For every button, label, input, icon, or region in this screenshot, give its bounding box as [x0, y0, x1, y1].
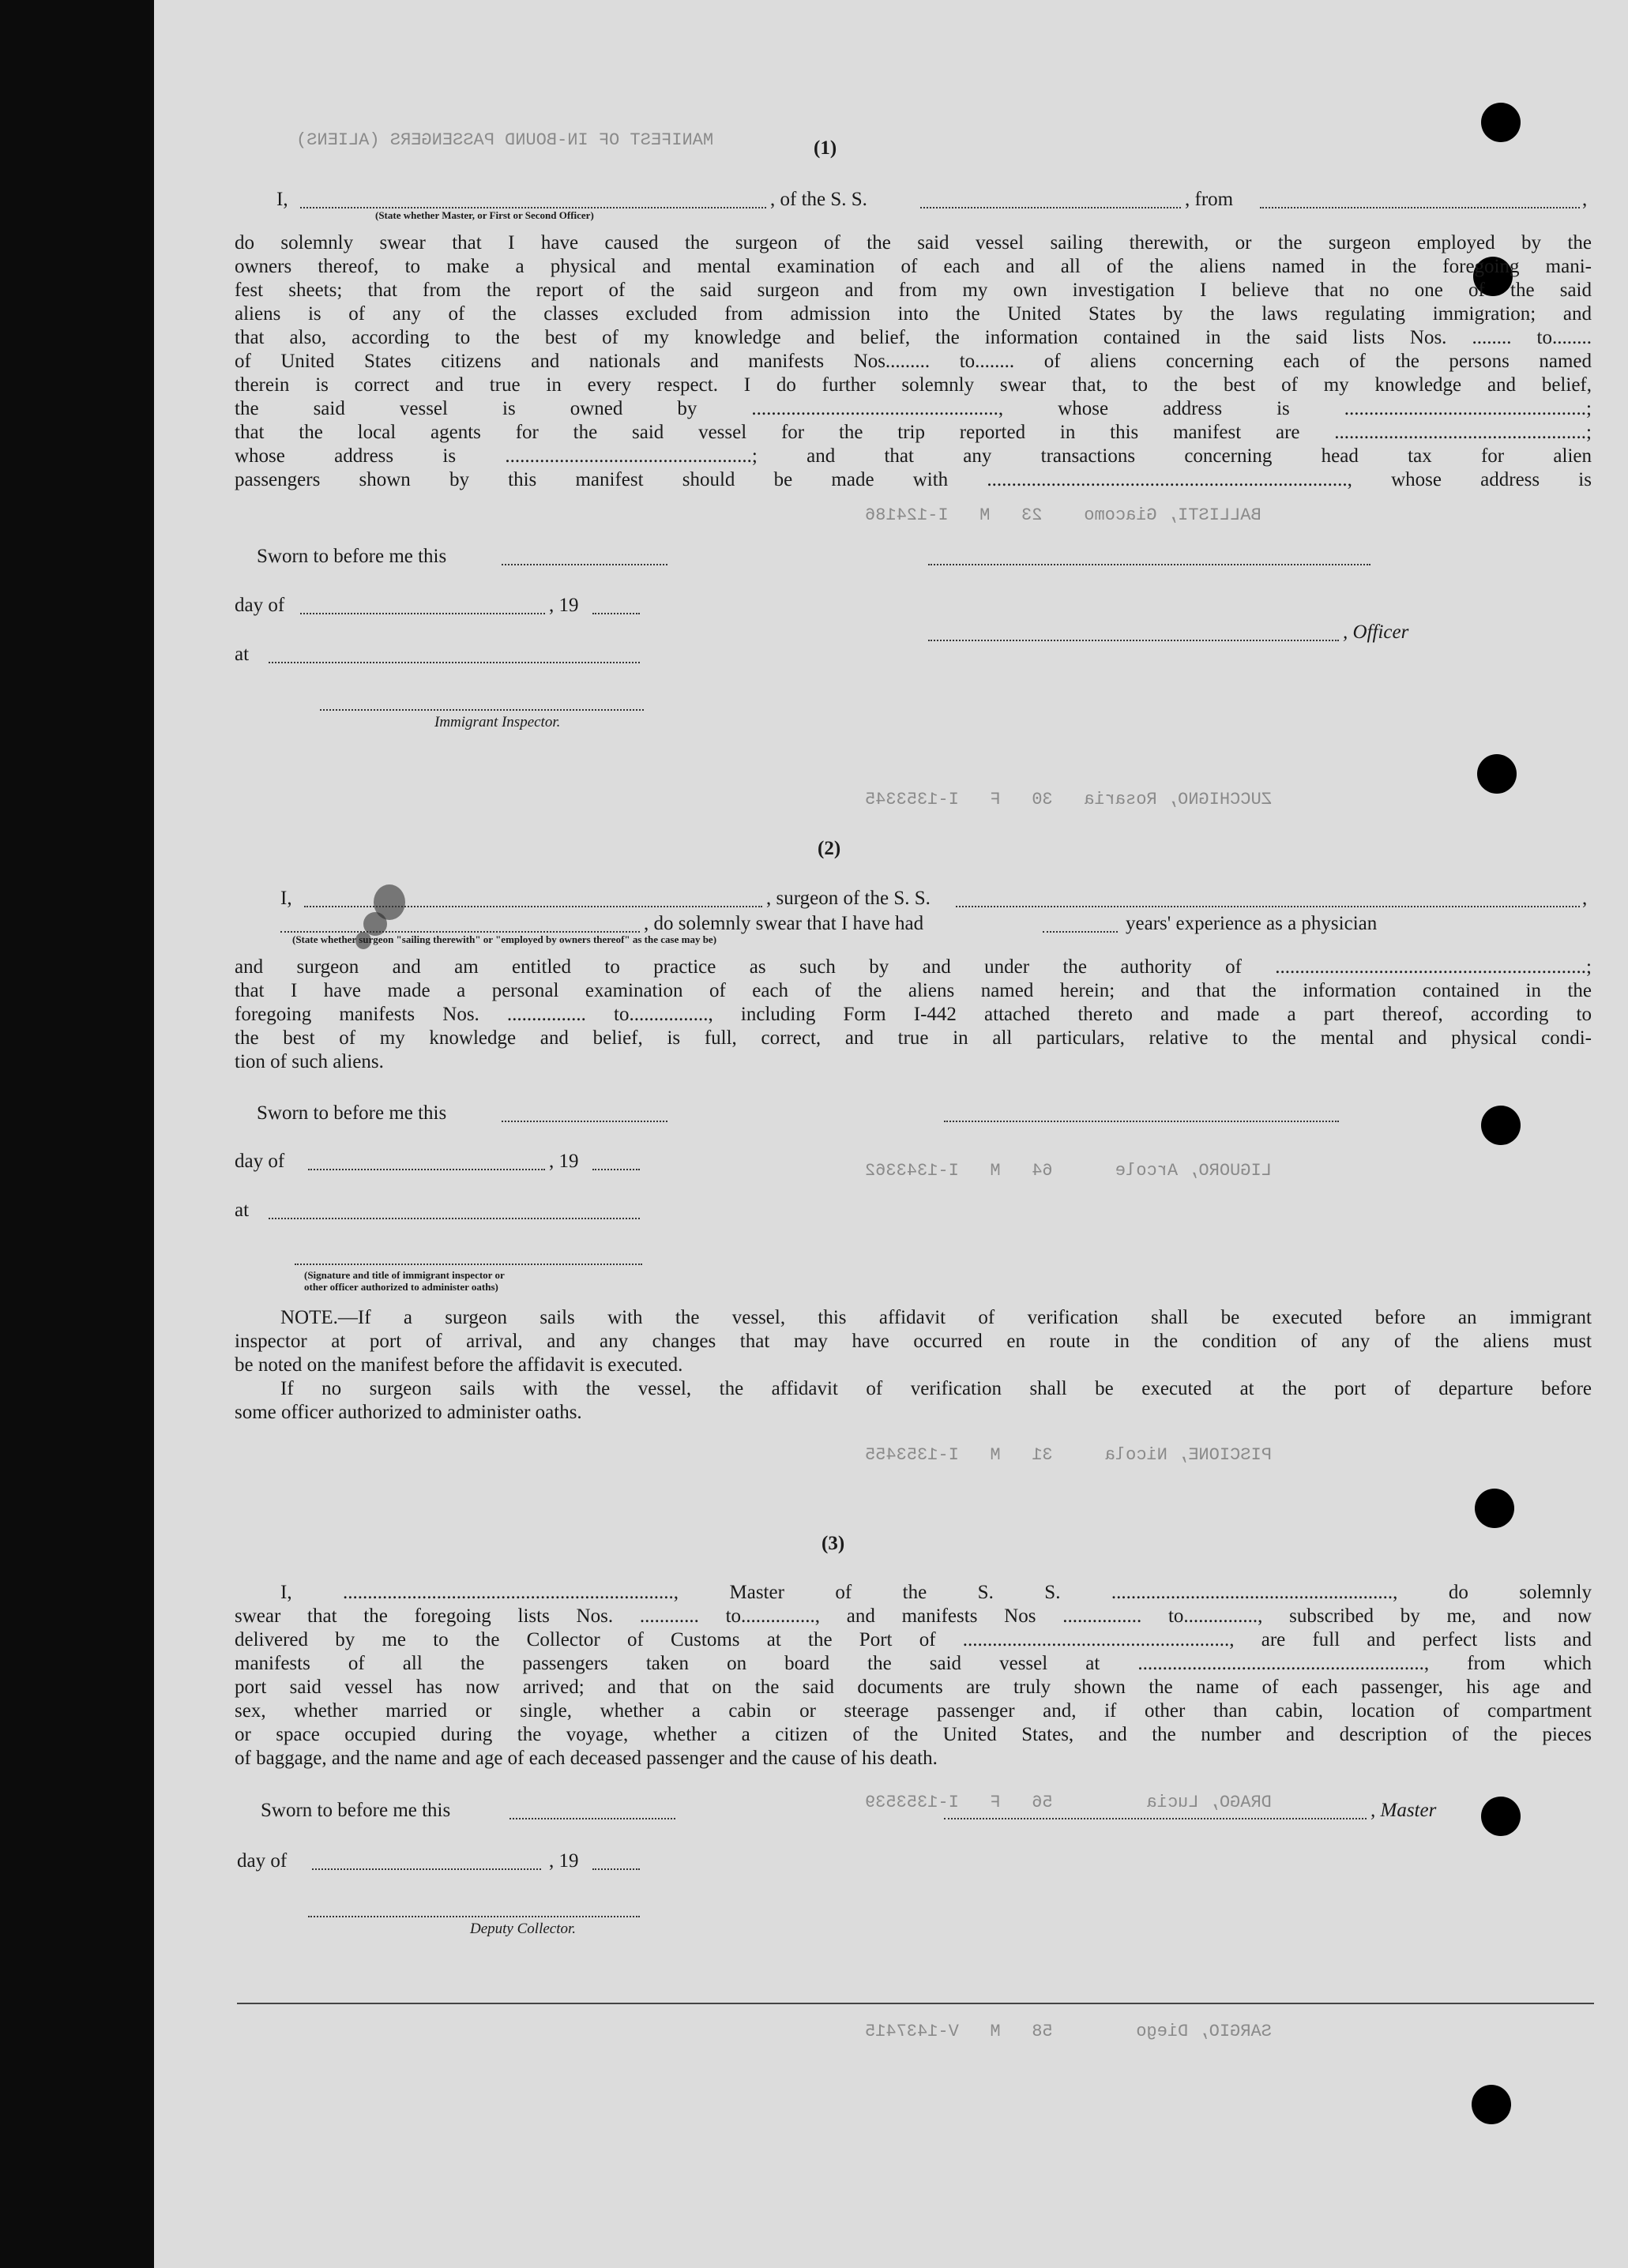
- s1-officer-sign-blank: [928, 640, 1339, 641]
- s2-name-blank: [304, 906, 762, 907]
- note-line: some officer authorized to administer oaths.: [235, 1402, 582, 1423]
- s1-line1-comma: ,: [1582, 189, 1588, 210]
- s3-collector-label: Deputy Collector.: [470, 1921, 577, 1937]
- punch-hole: [1477, 754, 1517, 794]
- s1-right-blank-1: [928, 564, 1370, 565]
- s1-sworn-label: Sworn to before me this: [257, 546, 447, 567]
- punch-hole: [1481, 1797, 1521, 1836]
- s1-body-line: aliens is of any of the classes excluded from admission into the United States by the laws regulating immigration; and: [235, 303, 1592, 325]
- s1-body-line: the said vessel is owned by .................................................., whose address is .................................................;: [235, 398, 1592, 419]
- s3-body-line: manifests of all the passengers taken on board the said vessel at .........................................................., from which: [235, 1653, 1592, 1674]
- s3-sworn-blank: [509, 1818, 675, 1819]
- s2-at-blank: [269, 1218, 640, 1219]
- bleed-through-text: ZUCCHIGNO, Rosaria 30 F I-1353345: [865, 790, 1272, 809]
- s3-sworn-label: Sworn to before me this: [261, 1800, 451, 1821]
- s2-years-blank: [1043, 931, 1118, 933]
- s1-line1-from: , from: [1185, 189, 1234, 210]
- s3-year-label: , 19: [549, 1850, 579, 1872]
- s3-body-line: port said vessel has now arrived; and that on the said documents are truly shown the name of each passenger, his age and: [235, 1677, 1592, 1698]
- note-line: inspector at port of arrival, and any changes that may have occurred en route in the condition of any of the aliens must: [235, 1331, 1592, 1352]
- s1-body-line: that the local agents for the said vessel for the trip reported in this manifest are ...................................................;: [235, 422, 1592, 443]
- s3-body-line: or space occupied during the voyage, whether a citizen of the United States, and the number and description of the pieces: [235, 1724, 1592, 1745]
- manifest-page: [154, 0, 1628, 2268]
- s2-sig-caption-2: other officer authorized to administer oaths): [304, 1281, 498, 1293]
- s3-body-line: of baggage, and the name and age of each deceased passenger and the cause of his death.: [235, 1748, 938, 1769]
- s2-line1-i: I,: [280, 888, 292, 909]
- s1-body-line: whose address is ..................................................; and that any transactions concerning head tax for alien: [235, 445, 1592, 467]
- bleed-through-text: LIGUORO, Arcole 64 M I-1343362: [865, 1161, 1272, 1181]
- s3-body-line: swear that the foregoing lists Nos. ............ to..............., and manifests Nos ................ to..............., subscribed by me, and now: [235, 1605, 1592, 1627]
- s1-body-line: of United States citizens and nationals and manifests Nos......... to........ of aliens concerning each of the persons named: [235, 351, 1592, 372]
- bleed-through-text: PISCIONE, Nicola 31 M I-1353455: [865, 1445, 1272, 1465]
- s2-body-line: the best of my knowledge and belief, is full, correct, and true in all particulars, relative to the mental and physical condi-: [235, 1027, 1592, 1049]
- s1-body-line: passengers shown by this manifest should be made with ........................................................................., whose address is: [235, 469, 1592, 490]
- s2-year-label: , 19: [549, 1151, 579, 1172]
- s2-vessel-blank: [956, 906, 1580, 907]
- s3-body-line: sex, whether married or single, whether a cabin or steerage passenger and, if other than cabin, location of compartment: [235, 1700, 1592, 1722]
- s1-body-line: do solemnly swear that I have caused the surgeon of the said vessel sailing therewith, or the surgeon employed by the: [235, 232, 1592, 253]
- punch-hole: [1475, 1489, 1514, 1528]
- punch-hole: [1481, 1106, 1521, 1145]
- note-line: If no surgeon sails with the vessel, the affidavit of verification shall be executed at the port of departure before: [280, 1378, 1592, 1399]
- section-1-number: (1): [814, 137, 837, 159]
- s3-day-blank: [312, 1868, 541, 1870]
- note-line: NOTE.—If a surgeon sails with the vessel, this affidavit of verification shall be executed before an immigrant: [280, 1307, 1592, 1328]
- s2-at-label: at: [235, 1200, 250, 1221]
- bleed-through-text: MANIFEST OF IN-BOUND PASSENGERS (ALIENS): [296, 130, 714, 150]
- s1-at-label: at: [235, 644, 250, 665]
- s1-body-line: owners thereof, to make a physical and mental examination of each and all of the aliens named in the foregoing mani-: [235, 256, 1592, 277]
- s2-body-line: foregoing manifests Nos. ................ to................, including Form I-442 attached thereto and made a part thereof, according to: [235, 1004, 1592, 1025]
- section-2-number: (2): [818, 838, 841, 859]
- s3-day-of-label: day of: [237, 1850, 288, 1872]
- s1-day-blank: [300, 613, 545, 614]
- s3-body-line: I, ..................................................................., Master of the S. S. ........................................................., do solemnly: [280, 1582, 1592, 1603]
- note-line: be noted on the manifest before the affidavit is executed.: [235, 1354, 683, 1376]
- s2-role-blank: [280, 931, 640, 933]
- s2-body-line: and surgeon and am entitled to practice as such by and under the authority of ...............................................................;: [235, 956, 1592, 978]
- s3-master-blank: [944, 1818, 1367, 1819]
- s3-body-line: delivered by me to the Collector of Customs at the Port of ......................................................, are full and perfect lists and: [235, 1629, 1592, 1650]
- s1-line1-ss: , of the S. S.: [770, 189, 867, 210]
- s2-signature-blank: [295, 1264, 642, 1265]
- s2-line2-years: years' experience as a physician: [1126, 913, 1378, 934]
- s2-body-line: tion of such aliens.: [235, 1051, 384, 1072]
- s1-vessel-blank: [920, 207, 1181, 208]
- s1-day-of-label: day of: [235, 595, 285, 616]
- section-3-number: (3): [822, 1533, 845, 1554]
- s1-at-blank: [269, 662, 640, 663]
- punch-hole: [1472, 2085, 1511, 2124]
- s3-master-label: , Master: [1370, 1800, 1437, 1821]
- s2-day-blank: [308, 1169, 545, 1170]
- s2-line2-swear: , do solemnly swear that I have had: [644, 913, 924, 934]
- s1-inspector-label: Immigrant Inspector.: [434, 714, 561, 730]
- s2-sig-caption-1: (Signature and title of immigrant inspector or: [304, 1269, 505, 1281]
- s1-officer-label: , Officer: [1343, 621, 1409, 643]
- s2-sworn-label: Sworn to before me this: [257, 1102, 447, 1124]
- s2-day-of-label: day of: [235, 1151, 285, 1172]
- s1-body-line: that also, according to the best of my knowledge and belief, the information contained in the said lists Nos. ........ to........: [235, 327, 1592, 348]
- s1-body-line: therein is correct and true in every respect. I do further solemnly swear that, to the best of my knowledge and belief,: [235, 374, 1592, 396]
- s2-caption: (State whether surgeon "sailing therewith" or "employed by owners thereof" as the case may be): [292, 933, 717, 945]
- s2-sworn-blank: [502, 1121, 667, 1122]
- s2-line1-ss: , surgeon of the S. S.: [766, 888, 931, 909]
- s1-body-line: fest sheets; that from the report of the said surgeon and from my own investigation I believe that no one of the said: [235, 280, 1592, 301]
- s1-sworn-blank: [502, 564, 667, 565]
- bleed-through-text: BALLISTI, Giacomo 23 M I-124186: [865, 505, 1261, 525]
- s1-line1-i: I,: [276, 189, 288, 210]
- s2-body-line: that I have made a personal examination of each of the aliens named herein; and that the information contained in the: [235, 980, 1592, 1001]
- s3-year-blank: [592, 1868, 640, 1870]
- s2-line1-comma: ,: [1582, 888, 1588, 909]
- s2-year-blank: [592, 1169, 640, 1170]
- bottom-rule: [237, 2003, 1594, 2004]
- s1-caption: (State whether Master, or First or Second Officer): [375, 209, 594, 221]
- s1-year-blank: [592, 613, 640, 614]
- bleed-through-text: DRAGO, Lucia 56 F I-1353539: [865, 1793, 1272, 1812]
- s1-from-blank: [1260, 207, 1580, 208]
- s1-officer-blank: [300, 207, 766, 208]
- s2-right-blank: [944, 1121, 1339, 1122]
- bleed-through-text: SARGIO, Diego 58 M V-1437415: [865, 2022, 1272, 2041]
- punch-hole: [1481, 103, 1521, 142]
- s1-year-label: , 19: [549, 595, 579, 616]
